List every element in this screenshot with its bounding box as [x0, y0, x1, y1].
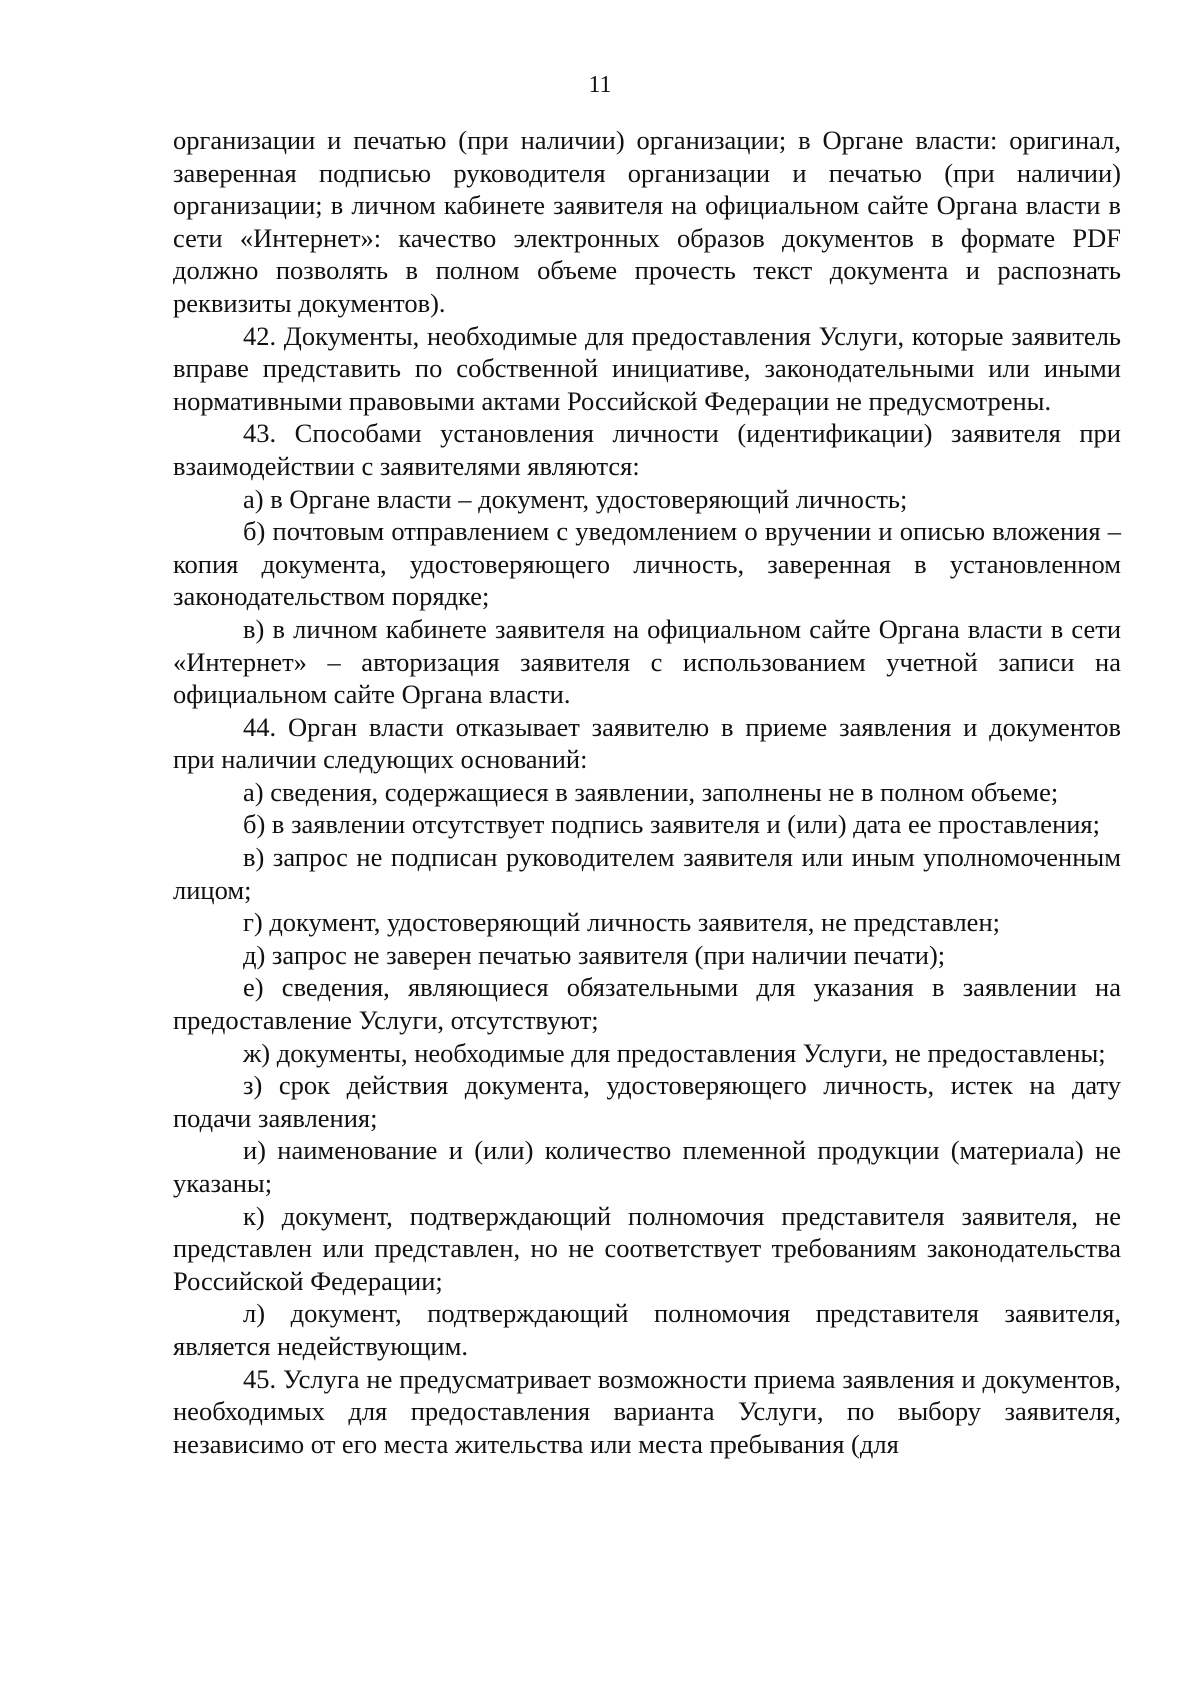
- paragraph-43: 43. Способами установления личности (идентификации) заявителя при взаимодействии с заявителями являются:: [173, 418, 1121, 481]
- paragraph-44-z: з) срок действия документа, удостоверяющего личность, истек на дату подачи заявления;: [173, 1070, 1121, 1133]
- paragraph-44-i: и) наименование и (или) количество племенной продукции (материала) не указаны;: [173, 1135, 1121, 1198]
- paragraph-45: 45. Услуга не предусматривает возможности приема заявления и документов, необходимых для предоставления варианта Услуги, по выбору заявителя, независимо от его места жительства или места пребывания (для: [173, 1363, 1121, 1459]
- page-number: 11: [588, 72, 612, 98]
- paragraph-44-d: д) запрос не заверен печатью заявителя (при наличии печати);: [243, 939, 946, 970]
- paragraph-43-a: а) в Органе власти – документ, удостоверяющий личность;: [243, 483, 908, 514]
- paragraph-44-v: в) запрос не подписан руководителем заявителя или иным уполномоченным лицом;: [173, 842, 1121, 905]
- paragraph-44-zh: ж) документы, необходимые для предоставления Услуги, не предоставлены;: [243, 1037, 1106, 1068]
- paragraph-44-g: г) документ, удостоверяющий личность заявителя, не представлен;: [243, 907, 1000, 938]
- paragraph-continuation: организации и печатью (при наличии) организации; в Органе власти: оригинал, заверенная подписью руководителя организации и печатью (при наличии) организации; в личном кабинете заявителя на официальном сайте Органа власти в сети «Интернет»: качество электронных образов документов в формате PDF должно позволять в полном объеме прочесть текст документа и распознать реквизиты документов).: [173, 125, 1121, 318]
- paragraph-44-b: б) в заявлении отсутствует подпись заявителя и (или) дата ее проставления;: [243, 809, 1100, 840]
- paragraph-43-b: б) почтовым отправлением с уведомлением о вручении и описью вложения – копия документа, удостоверяющего личность, заверенная в установленном законодательством порядке;: [173, 516, 1121, 612]
- paragraph-44-l: л) документ, подтверждающий полномочия представителя заявителя, является недействующим.: [173, 1298, 1121, 1361]
- paragraph-42: 42. Документы, необходимые для предоставления Услуги, которые заявитель вправе представить по собственной инициативе, законодательными или иными нормативными правовыми актами Российской Федерации не предусмотрены.: [173, 320, 1121, 416]
- paragraph-43-v: в) в личном кабинете заявителя на официальном сайте Органа власти в сети «Интернет» – авторизация заявителя с использованием учетной записи на официальном сайте Органа власти.: [173, 613, 1121, 710]
- paragraph-44-e: е) сведения, являющиеся обязательными для указания в заявлении на предоставление Услуги, отсутствуют;: [173, 972, 1121, 1036]
- paragraph-44-a: а) сведения, содержащиеся в заявлении, заполнены не в полном объеме;: [243, 776, 1059, 807]
- paragraph-44: 44. Орган власти отказывает заявителю в приеме заявления и документов при наличии следующих оснований:: [173, 711, 1121, 775]
- paragraph-44-k: к) документ, подтверждающий полномочия представителя заявителя, не представлен или представлен, но не соответствует требованиям законодательства Российской Федерации;: [173, 1200, 1121, 1296]
- document-body: [173, 124, 1121, 1460]
